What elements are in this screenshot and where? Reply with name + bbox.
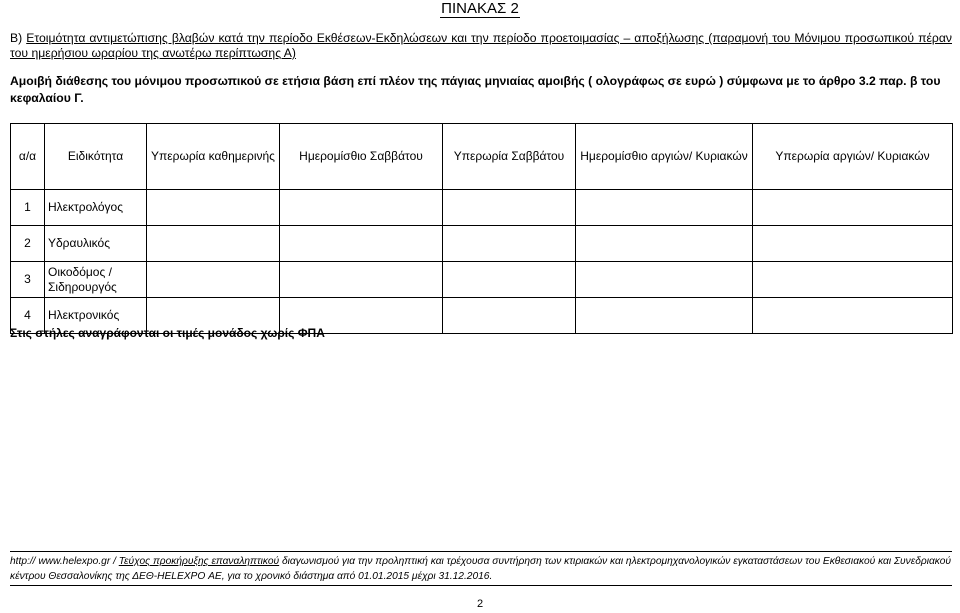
cell-saturday-overtime [443,190,576,226]
cell-weekday-overtime [147,262,280,298]
row-number: 4 [11,298,45,334]
vat-note: Στις στήλες αναγράφονται οι τιμές μονάδος χωρίς ΦΠΑ [10,326,325,340]
row-number: 1 [11,190,45,226]
col-header-saturday-wage: Ημερομίσθιο Σαββάτου [280,124,443,190]
row-specialty: Ηλεκτρονικός [45,298,147,334]
cell-holiday-overtime [753,298,953,334]
footer-description: διαγωνισμού για την προληπτική και τρέχουσα συντήρηση των κτιριακών και ηλεκτρομηχανολογικών εγκαταστάσεων του Εκθεσιακού και Συνεδριακού κέντρου Θεσσαλονίκης της ΔΕΘ-HELEXPO ΑΕ, για το χρονικό διάστημα από 01.01.2015 μέχρι 31.12.2016. [10,556,952,582]
cell-holiday-wage [576,298,753,334]
cell-saturday-wage [280,190,443,226]
col-header-weekday-overtime: Υπερωρία καθημερινής [147,124,280,190]
col-header-holiday-wage: Ημερομίσθιο αργιών/ Κυριακών [576,124,753,190]
title-text: ΠΙΝΑΚΑΣ 2 [441,0,519,17]
table-row [11,190,953,226]
cell-weekday-overtime [147,226,280,262]
cell-weekday-overtime [147,190,280,226]
cell-holiday-overtime [753,190,953,226]
footer-separator: / [110,556,119,567]
cell-saturday-overtime [443,226,576,262]
row-number: 2 [11,226,45,262]
cell-holiday-wage [576,190,753,226]
col-header-holiday-overtime: Υπερωρία αργιών/ Κυριακών [753,124,953,190]
table-row [11,262,953,298]
cell-saturday-wage [280,262,443,298]
col-header-aa: α/α [11,124,45,190]
rates-table [10,123,953,334]
table-row [11,226,953,262]
col-header-saturday-overtime: Υπερωρία Σαββάτου [443,124,576,190]
cell-holiday-wage [576,226,753,262]
row-specialty: Οικοδόμος / Σιδηρουργός [45,262,147,298]
cell-holiday-overtime [753,226,953,262]
page-title [0,0,960,20]
cell-saturday-overtime [443,298,576,334]
cell-holiday-wage [576,262,753,298]
footer-url: http:// www.helexpo.gr [10,556,111,567]
section-b-text: Ετοιμότητα αντιμετώπισης βλαβών κατά την περίοδο Εκθέσεων-Εκδηλώσεων και την περίοδο προετοιμασίας – αποξήλωσης (παραμονή του Μόνιμου προσωπικού πέραν του ημερήσιου ωραρίου της ανωτέρω περίπτωσης Α) [10,31,952,60]
section-b-prefix: Β) [10,31,27,45]
row-specialty: Υδραυλικός [45,226,147,262]
page-footer [10,551,952,586]
section-b-paragraph [10,31,952,61]
cell-saturday-wage [280,226,443,262]
section-a-paragraph: Αμοιβή διάθεσης του μόνιμου προσωπικού σε ετήσια βάση επί πλέον της πάγιας μηνιαίας αμοιβής ( ολογράφως σε ευρώ ) σύμφωνα με το άρθρο 3.2 παρ. β του κεφαλαίου Γ. [10,74,941,105]
footer-tender-title: Τεύχος προκήρυξης επαναληπτικού [118,556,280,567]
row-specialty: Ηλεκτρολόγος [45,190,147,226]
cell-saturday-overtime [443,262,576,298]
col-header-specialty: Ειδικότητα [45,124,147,190]
row-number: 3 [11,262,45,298]
page-number: 2 [476,598,484,610]
cell-holiday-overtime [753,262,953,298]
table-header-row [11,124,953,190]
